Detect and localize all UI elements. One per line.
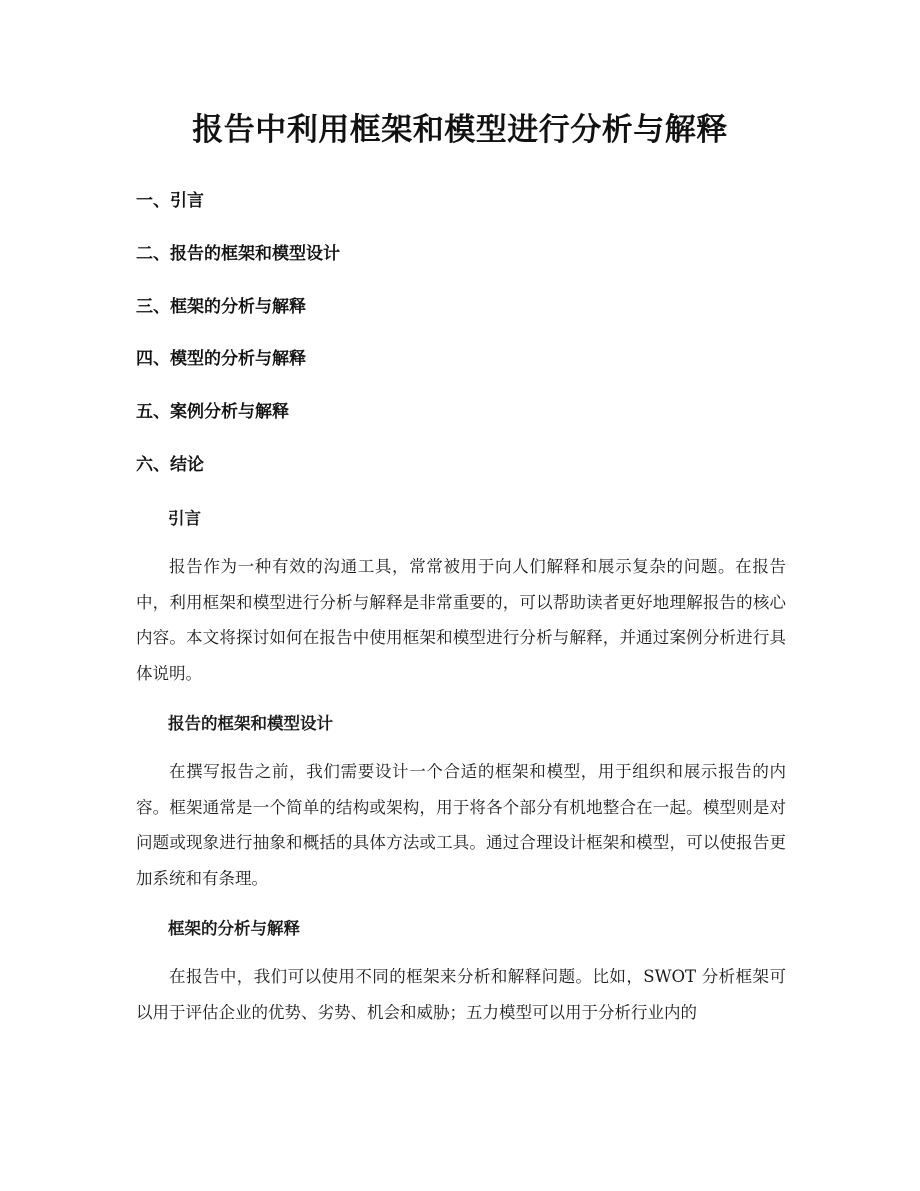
section-paragraph-framework-analysis: 在报告中，我们可以使用不同的框架来分析和解释问题。比如，SWOT 分析框架可以用于评估企业的优势、劣势、机会和威胁；五力模型可以用于分析行业内的 — [136, 967, 786, 1022]
toc-item-2: 二、报告的框架和模型设计 — [136, 244, 340, 264]
section-paragraph-introduction: 报告作为一种有效的沟通工具，常常被用于向人们解释和展示复杂的问题。在报告中，利用框架和模型进行分析与解释是非常重要的，可以帮助读者更好地理解报告的核心内容。本文将探讨如何在报告中使用框架和模型进行分析与解释，并通过案例分析进行具体说明。 — [136, 557, 786, 683]
section-paragraph-framework-design: 在撰写报告之前，我们需要设计一个合适的框架和模型，用于组织和展示报告的内容。框架通常是一个简单的结构或架构，用于将各个部分有机地整合在一起。模型则是对问题或现象进行抽象和概括的具体方法或工具。通过合理设计框架和模型，可以使报告更加系统和有条理。 — [136, 762, 786, 888]
toc-item-6: 六、结论 — [136, 455, 204, 475]
toc-item-4: 四、模型的分析与解释 — [136, 349, 306, 369]
section-heading-introduction: 引言 — [168, 509, 201, 528]
section-heading-framework-design: 报告的框架和模型设计 — [168, 714, 333, 733]
toc-item-1: 一、引言 — [136, 191, 204, 211]
document-title: 报告中利用框架和模型进行分析与解释 — [192, 112, 728, 148]
toc-item-3: 三、框架的分析与解释 — [136, 297, 306, 317]
toc-item-5: 五、案例分析与解释 — [136, 402, 289, 422]
section-heading-framework-analysis: 框架的分析与解释 — [168, 919, 300, 938]
